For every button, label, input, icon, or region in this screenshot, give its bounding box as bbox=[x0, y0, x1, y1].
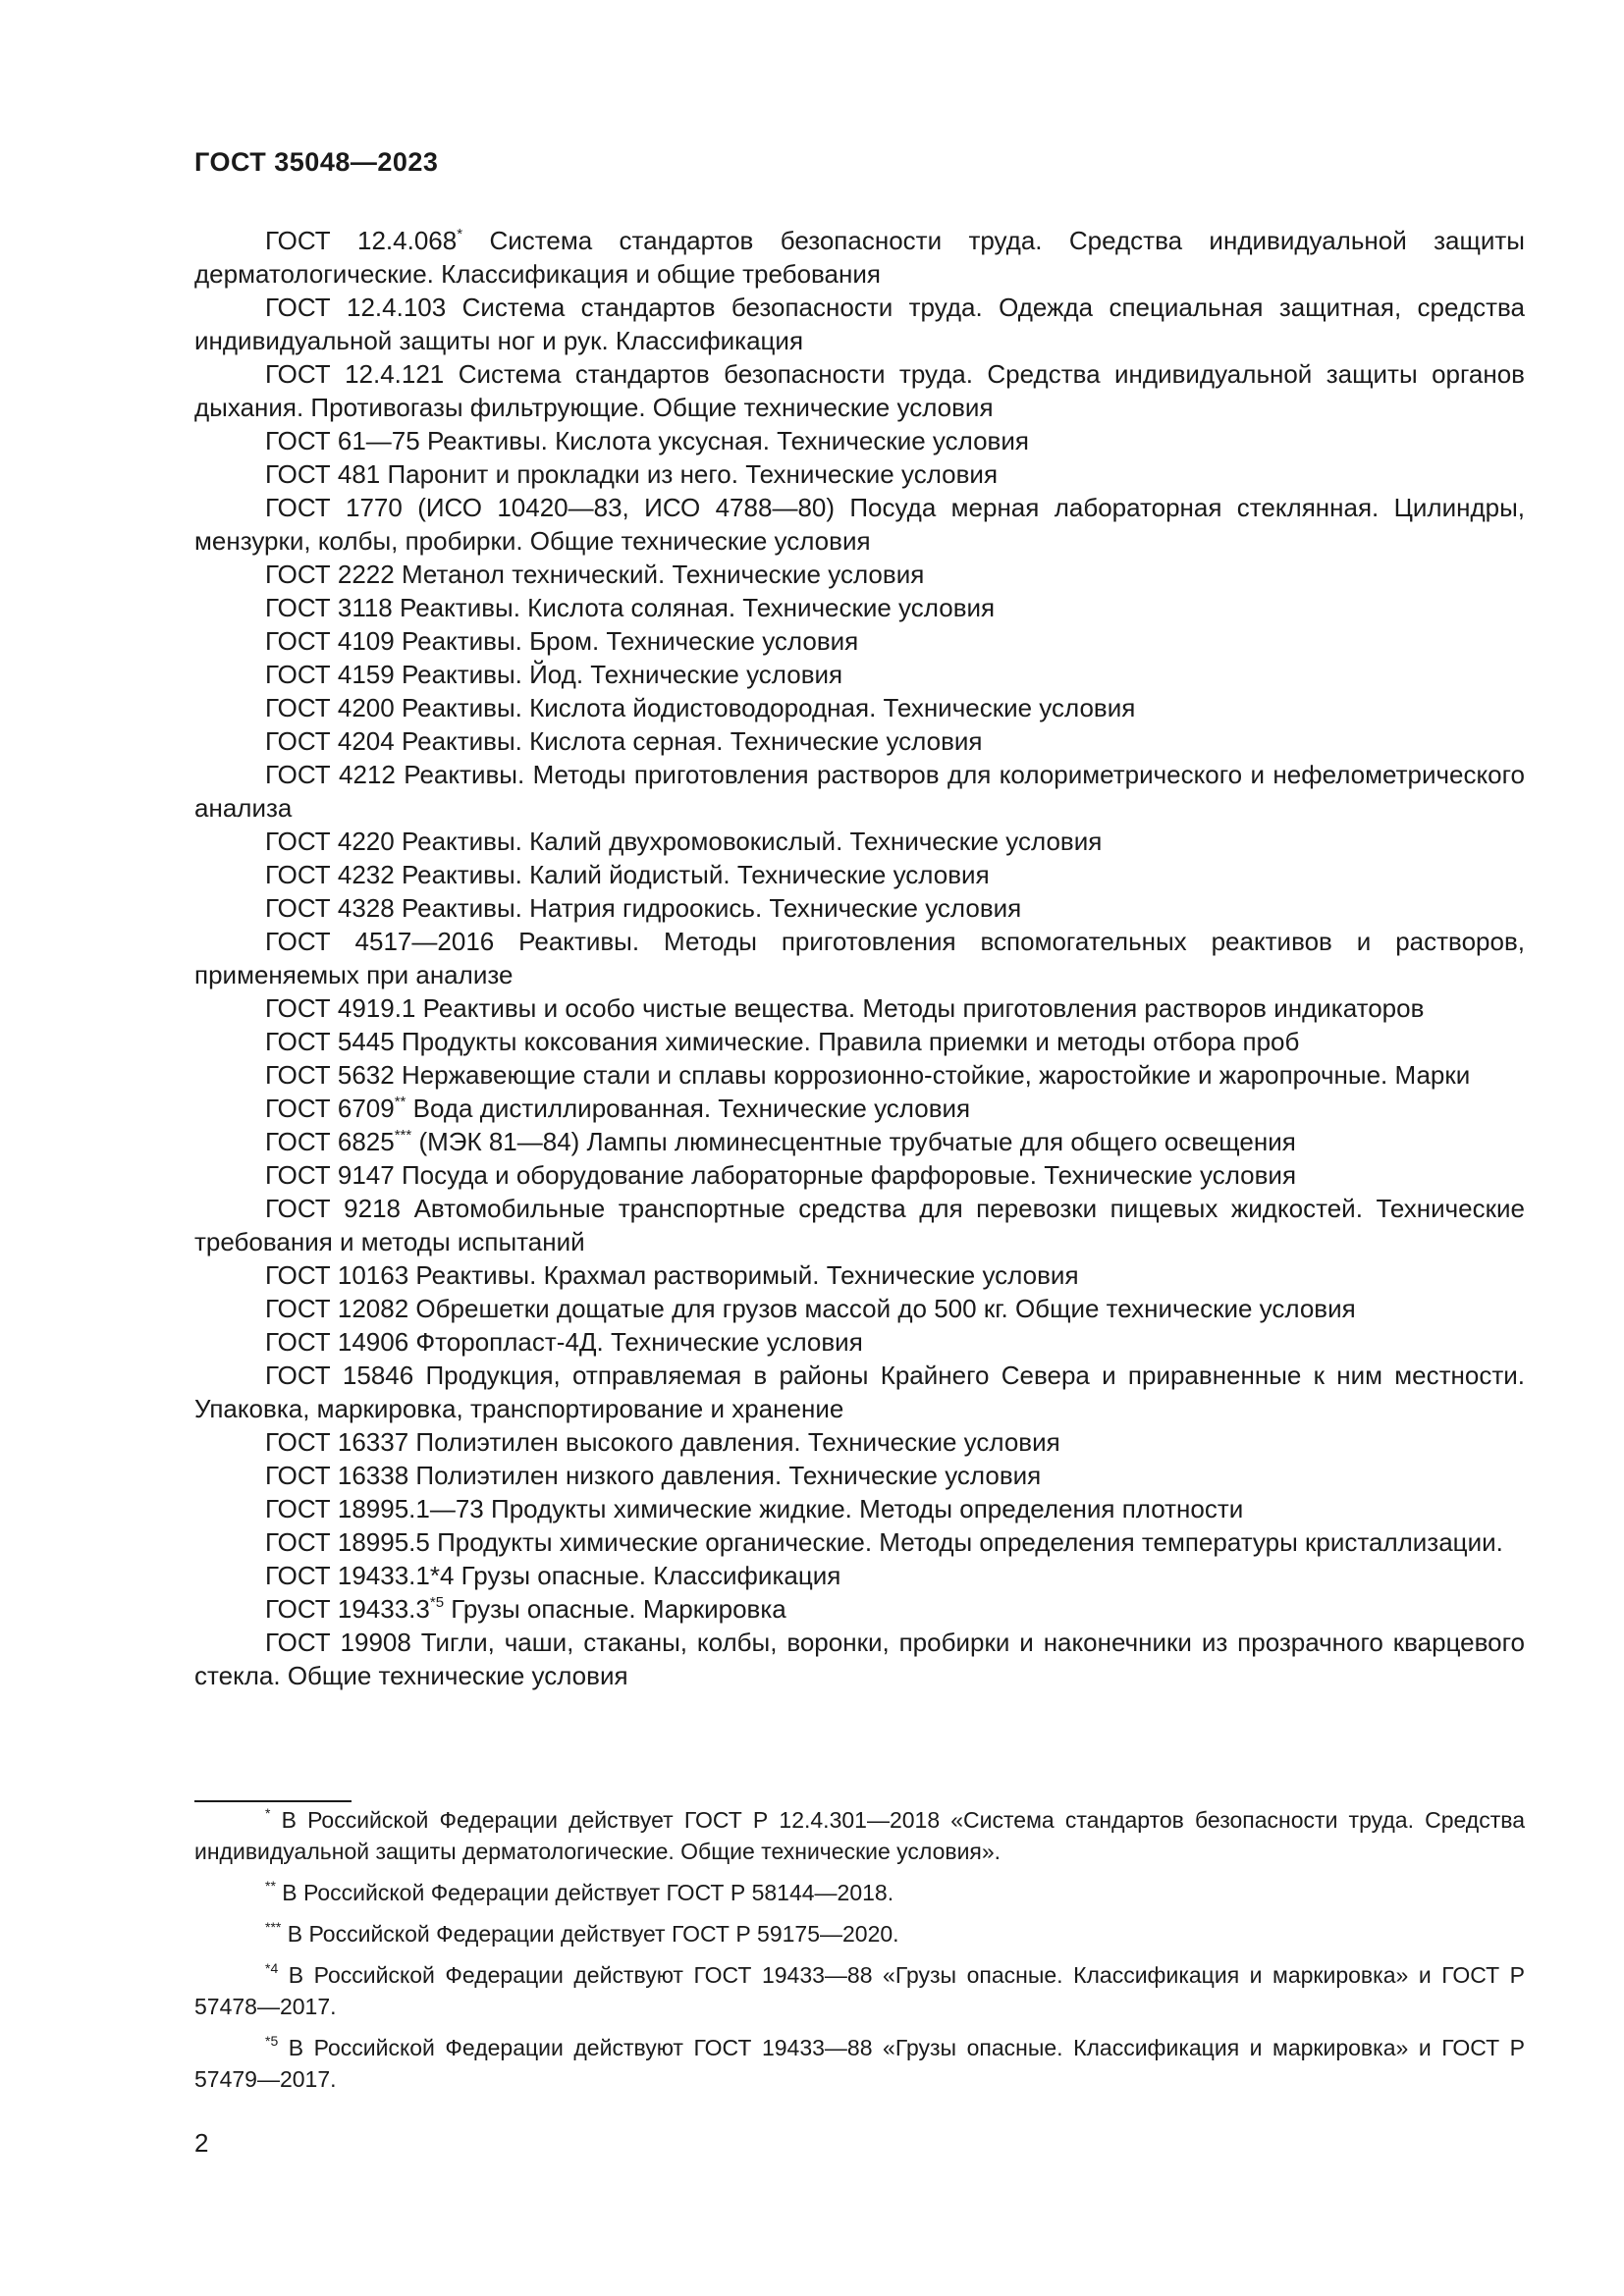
reference-title: Метанол технический. Технические условия bbox=[401, 560, 925, 589]
reference-code: ГОСТ 12.4.121 bbox=[265, 359, 445, 389]
reference-code: ГОСТ 4200 bbox=[265, 693, 395, 722]
reference-item bbox=[194, 858, 1525, 891]
reference-code: ГОСТ 2222 bbox=[265, 560, 395, 589]
reference-code: ГОСТ 4220 bbox=[265, 827, 395, 856]
reference-title: Реактивы и особо чистые вещества. Методы приготовления растворов индикаторов bbox=[422, 993, 1425, 1023]
reference-code: ГОСТ 15846 bbox=[265, 1361, 414, 1390]
reference-title: Система стандартов безопасности труда. Средства индивидуальной защиты органов дыхания. Противогазы фильтрующие. Общие технические условия bbox=[194, 359, 1525, 422]
reference-item bbox=[194, 1525, 1525, 1559]
reference-title: Полиэтилен низкого давления. Технические условия bbox=[415, 1461, 1042, 1490]
reference-item bbox=[194, 1192, 1525, 1258]
reference-item bbox=[194, 825, 1525, 858]
footnote-item bbox=[194, 1877, 1525, 1908]
reference-item bbox=[194, 624, 1525, 658]
reference-title: Продукция, отправляемая в районы Крайнего Севера и приравненные к ним местности. Упаковка, маркировка, транспортирование и хранение bbox=[194, 1361, 1525, 1423]
page-number: 2 bbox=[194, 2128, 209, 2158]
reference-title: Продукты химические жидкие. Методы определения плотности bbox=[491, 1494, 1244, 1523]
reference-code: ГОСТ 10163 bbox=[265, 1260, 409, 1290]
reference-title: Реактивы. Калий двухромовокислый. Технические условия bbox=[401, 827, 1103, 856]
reference-code: ГОСТ 16337 bbox=[265, 1427, 409, 1457]
reference-item bbox=[194, 758, 1525, 825]
footnote-mark: * bbox=[265, 1805, 271, 1821]
reference-item bbox=[194, 1292, 1525, 1325]
footnote-mark: *5 bbox=[429, 1594, 445, 1611]
reference-title: Система стандартов безопасности труда. Средства индивидуальной защиты дерматологические. Классификация и общие требования bbox=[194, 226, 1525, 289]
reference-code: ГОСТ 12.4.068 bbox=[265, 226, 458, 255]
reference-title: Тигли, чаши, стаканы, колбы, воронки, пробирки и наконечники из прозрачного кварцевого стекла. Общие технические условия bbox=[194, 1628, 1525, 1690]
reference-title: Грузы опасные. Маркировка bbox=[451, 1594, 786, 1624]
footnote-text: В Российской Федерации действуют ГОСТ 19433—88 «Грузы опасные. Классификация и маркировка» и ГОСТ Р 57479—2017. bbox=[194, 2035, 1526, 2092]
reference-code: ГОСТ 9147 bbox=[265, 1160, 395, 1190]
reference-code: ГОСТ 6825 bbox=[265, 1127, 395, 1156]
reference-code: ГОСТ 4232 bbox=[265, 860, 395, 889]
reference-code: ГОСТ 19908 bbox=[265, 1628, 411, 1657]
reference-title: Грузы опасные. Классификация bbox=[460, 1561, 841, 1590]
reference-item bbox=[194, 291, 1525, 357]
reference-code: ГОСТ 4159 bbox=[265, 660, 395, 689]
footnote-mark: *5 bbox=[265, 2033, 279, 2049]
reference-title: Реактивы. Кислота соляная. Технические условия bbox=[400, 593, 996, 622]
reference-title: Нержавеющие стали и сплавы коррозионно-стойкие, жаростойкие и жаропрочные. Марки bbox=[401, 1060, 1471, 1090]
reference-title: Реактивы. Кислота йодистоводородная. Технические условия bbox=[401, 693, 1136, 722]
footnote-item bbox=[194, 1804, 1525, 1867]
reference-title: Автомобильные транспортные средства для перевозки пищевых жидкостей. Технические требования и методы испытаний bbox=[194, 1194, 1526, 1256]
reference-title: Реактивы. Бром. Технические условия bbox=[401, 626, 859, 656]
reference-code: ГОСТ 4517—2016 bbox=[265, 927, 495, 956]
reference-title: Паронит и прокладки из него. Технические условия bbox=[387, 459, 999, 489]
footnote-item bbox=[194, 1918, 1525, 1949]
reference-item bbox=[194, 1592, 1525, 1626]
footnote-text: В Российской Федерации действует ГОСТ Р 58144—2018. bbox=[282, 1880, 894, 1905]
document-header: ГОСТ 35048—2023 bbox=[194, 147, 439, 177]
reference-code: ГОСТ 3118 bbox=[265, 593, 393, 622]
footnote-mark: *4 bbox=[265, 1960, 279, 1976]
reference-item bbox=[194, 991, 1525, 1025]
reference-title: Посуда и оборудование лабораторные фарфоровые. Технические условия bbox=[401, 1160, 1297, 1190]
reference-title: Продукты химические органические. Методы определения температуры кристаллизации. bbox=[437, 1527, 1503, 1557]
reference-title: Реактивы. Методы приготовления вспомогательных реактивов и растворов, применяемых при анализе bbox=[194, 927, 1525, 989]
reference-code: ГОСТ 4204 bbox=[265, 726, 395, 756]
footnote-mark: *** bbox=[265, 1919, 282, 1935]
reference-code: ГОСТ 4212 bbox=[265, 760, 396, 789]
reference-item bbox=[194, 1425, 1525, 1459]
reference-item bbox=[194, 1058, 1525, 1092]
reference-item bbox=[194, 357, 1525, 424]
footnote-text: В Российской Федерации действует ГОСТ Р 12.4.301—2018 «Система стандартов безопасности труда. Средства индивидуальной защиты дерматологические. Общие технические условия». bbox=[194, 1807, 1526, 1864]
reference-item bbox=[194, 658, 1525, 691]
reference-item bbox=[194, 1559, 1525, 1592]
reference-title: (ИСО 10420—83, ИСО 4788—80) Посуда мерная лабораторная стеклянная. Цилиндры, мензурки, колбы, пробирки. Общие технические условия bbox=[194, 493, 1525, 556]
footnote-item bbox=[194, 1959, 1525, 2022]
reference-code: ГОСТ 481 bbox=[265, 459, 381, 489]
reference-code: ГОСТ 4328 bbox=[265, 893, 395, 923]
reference-item bbox=[194, 1459, 1525, 1492]
reference-code: ГОСТ 16338 bbox=[265, 1461, 409, 1490]
reference-item bbox=[194, 591, 1525, 624]
reference-item bbox=[194, 925, 1525, 991]
reference-title: Реактивы. Калий йодистый. Технические условия bbox=[401, 860, 990, 889]
reference-code: ГОСТ 5445 bbox=[265, 1027, 395, 1056]
footnote-text: В Российской Федерации действует ГОСТ Р 59175—2020. bbox=[287, 1921, 899, 1947]
reference-title: Вода дистиллированная. Технические условия bbox=[412, 1094, 971, 1123]
reference-item bbox=[194, 424, 1525, 457]
footnote-text: В Российской Федерации действуют ГОСТ 19433—88 «Грузы опасные. Классификация и маркировка» и ГОСТ Р 57478—2017. bbox=[194, 1962, 1526, 2019]
reference-code: ГОСТ 18995.1—73 bbox=[265, 1494, 484, 1523]
reference-title: Продукты коксования химические. Правила приемки и методы отбора проб bbox=[401, 1027, 1300, 1056]
reference-title: Реактивы. Кислота уксусная. Технические условия bbox=[426, 426, 1029, 455]
reference-title: Полиэтилен высокого давления. Технические условия bbox=[415, 1427, 1060, 1457]
footnote-mark: * bbox=[457, 226, 463, 242]
reference-code: ГОСТ 19433.1*4 bbox=[265, 1561, 455, 1590]
reference-item bbox=[194, 224, 1525, 291]
reference-item bbox=[194, 1359, 1525, 1425]
reference-title: Реактивы. Кислота серная. Технические условия bbox=[401, 726, 983, 756]
reference-title: Обрешетки дощатые для грузов массой до 500 кг. Общие технические условия bbox=[415, 1294, 1356, 1323]
reference-title: Реактивы. Методы приготовления растворов для колориметрического и нефелометрического анализа bbox=[194, 760, 1525, 823]
reference-code: ГОСТ 4919.1 bbox=[265, 993, 416, 1023]
reference-title: Реактивы. Йод. Технические условия bbox=[401, 660, 843, 689]
reference-item bbox=[194, 457, 1525, 491]
reference-item bbox=[194, 1125, 1525, 1158]
reference-item bbox=[194, 1158, 1525, 1192]
normative-references-list bbox=[194, 224, 1525, 1692]
reference-code: ГОСТ 1770 bbox=[265, 493, 403, 522]
reference-title: Реактивы. Натрия гидроокись. Технические условия bbox=[401, 893, 1022, 923]
reference-item bbox=[194, 1325, 1525, 1359]
footnotes-list bbox=[194, 1804, 1525, 2105]
reference-code: ГОСТ 19433.3 bbox=[265, 1594, 430, 1624]
reference-item bbox=[194, 491, 1525, 558]
reference-title: Система стандартов безопасности труда. Одежда специальная защитная, средства индивидуальной защиты ног и рук. Классификация bbox=[194, 293, 1525, 355]
reference-code: ГОСТ 9218 bbox=[265, 1194, 402, 1223]
reference-item bbox=[194, 1492, 1525, 1525]
reference-code: ГОСТ 12.4.103 bbox=[265, 293, 447, 322]
reference-code: ГОСТ 5632 bbox=[265, 1060, 395, 1090]
reference-code: ГОСТ 18995.5 bbox=[265, 1527, 430, 1557]
footnote-mark: *** bbox=[394, 1127, 412, 1144]
reference-code: ГОСТ 12082 bbox=[265, 1294, 409, 1323]
reference-title: (МЭК 81—84) Лампы люминесцентные трубчатые для общего освещения bbox=[418, 1127, 1296, 1156]
reference-title: Реактивы. Крахмал растворимый. Технические условия bbox=[415, 1260, 1079, 1290]
footnote-separator bbox=[194, 1800, 352, 1802]
reference-item bbox=[194, 1626, 1525, 1692]
footnote-mark: ** bbox=[394, 1094, 406, 1110]
reference-item bbox=[194, 1258, 1525, 1292]
reference-code: ГОСТ 14906 bbox=[265, 1327, 409, 1357]
reference-item bbox=[194, 724, 1525, 758]
footnote-mark: ** bbox=[265, 1878, 276, 1894]
reference-code: ГОСТ 6709 bbox=[265, 1094, 395, 1123]
reference-item bbox=[194, 558, 1525, 591]
reference-item bbox=[194, 891, 1525, 925]
footnote-item bbox=[194, 2032, 1525, 2095]
reference-item bbox=[194, 1025, 1525, 1058]
reference-code: ГОСТ 61—75 bbox=[265, 426, 420, 455]
reference-title: Фторопласт-4Д. Технические условия bbox=[415, 1327, 863, 1357]
reference-item bbox=[194, 1092, 1525, 1125]
reference-code: ГОСТ 4109 bbox=[265, 626, 395, 656]
reference-item bbox=[194, 691, 1525, 724]
